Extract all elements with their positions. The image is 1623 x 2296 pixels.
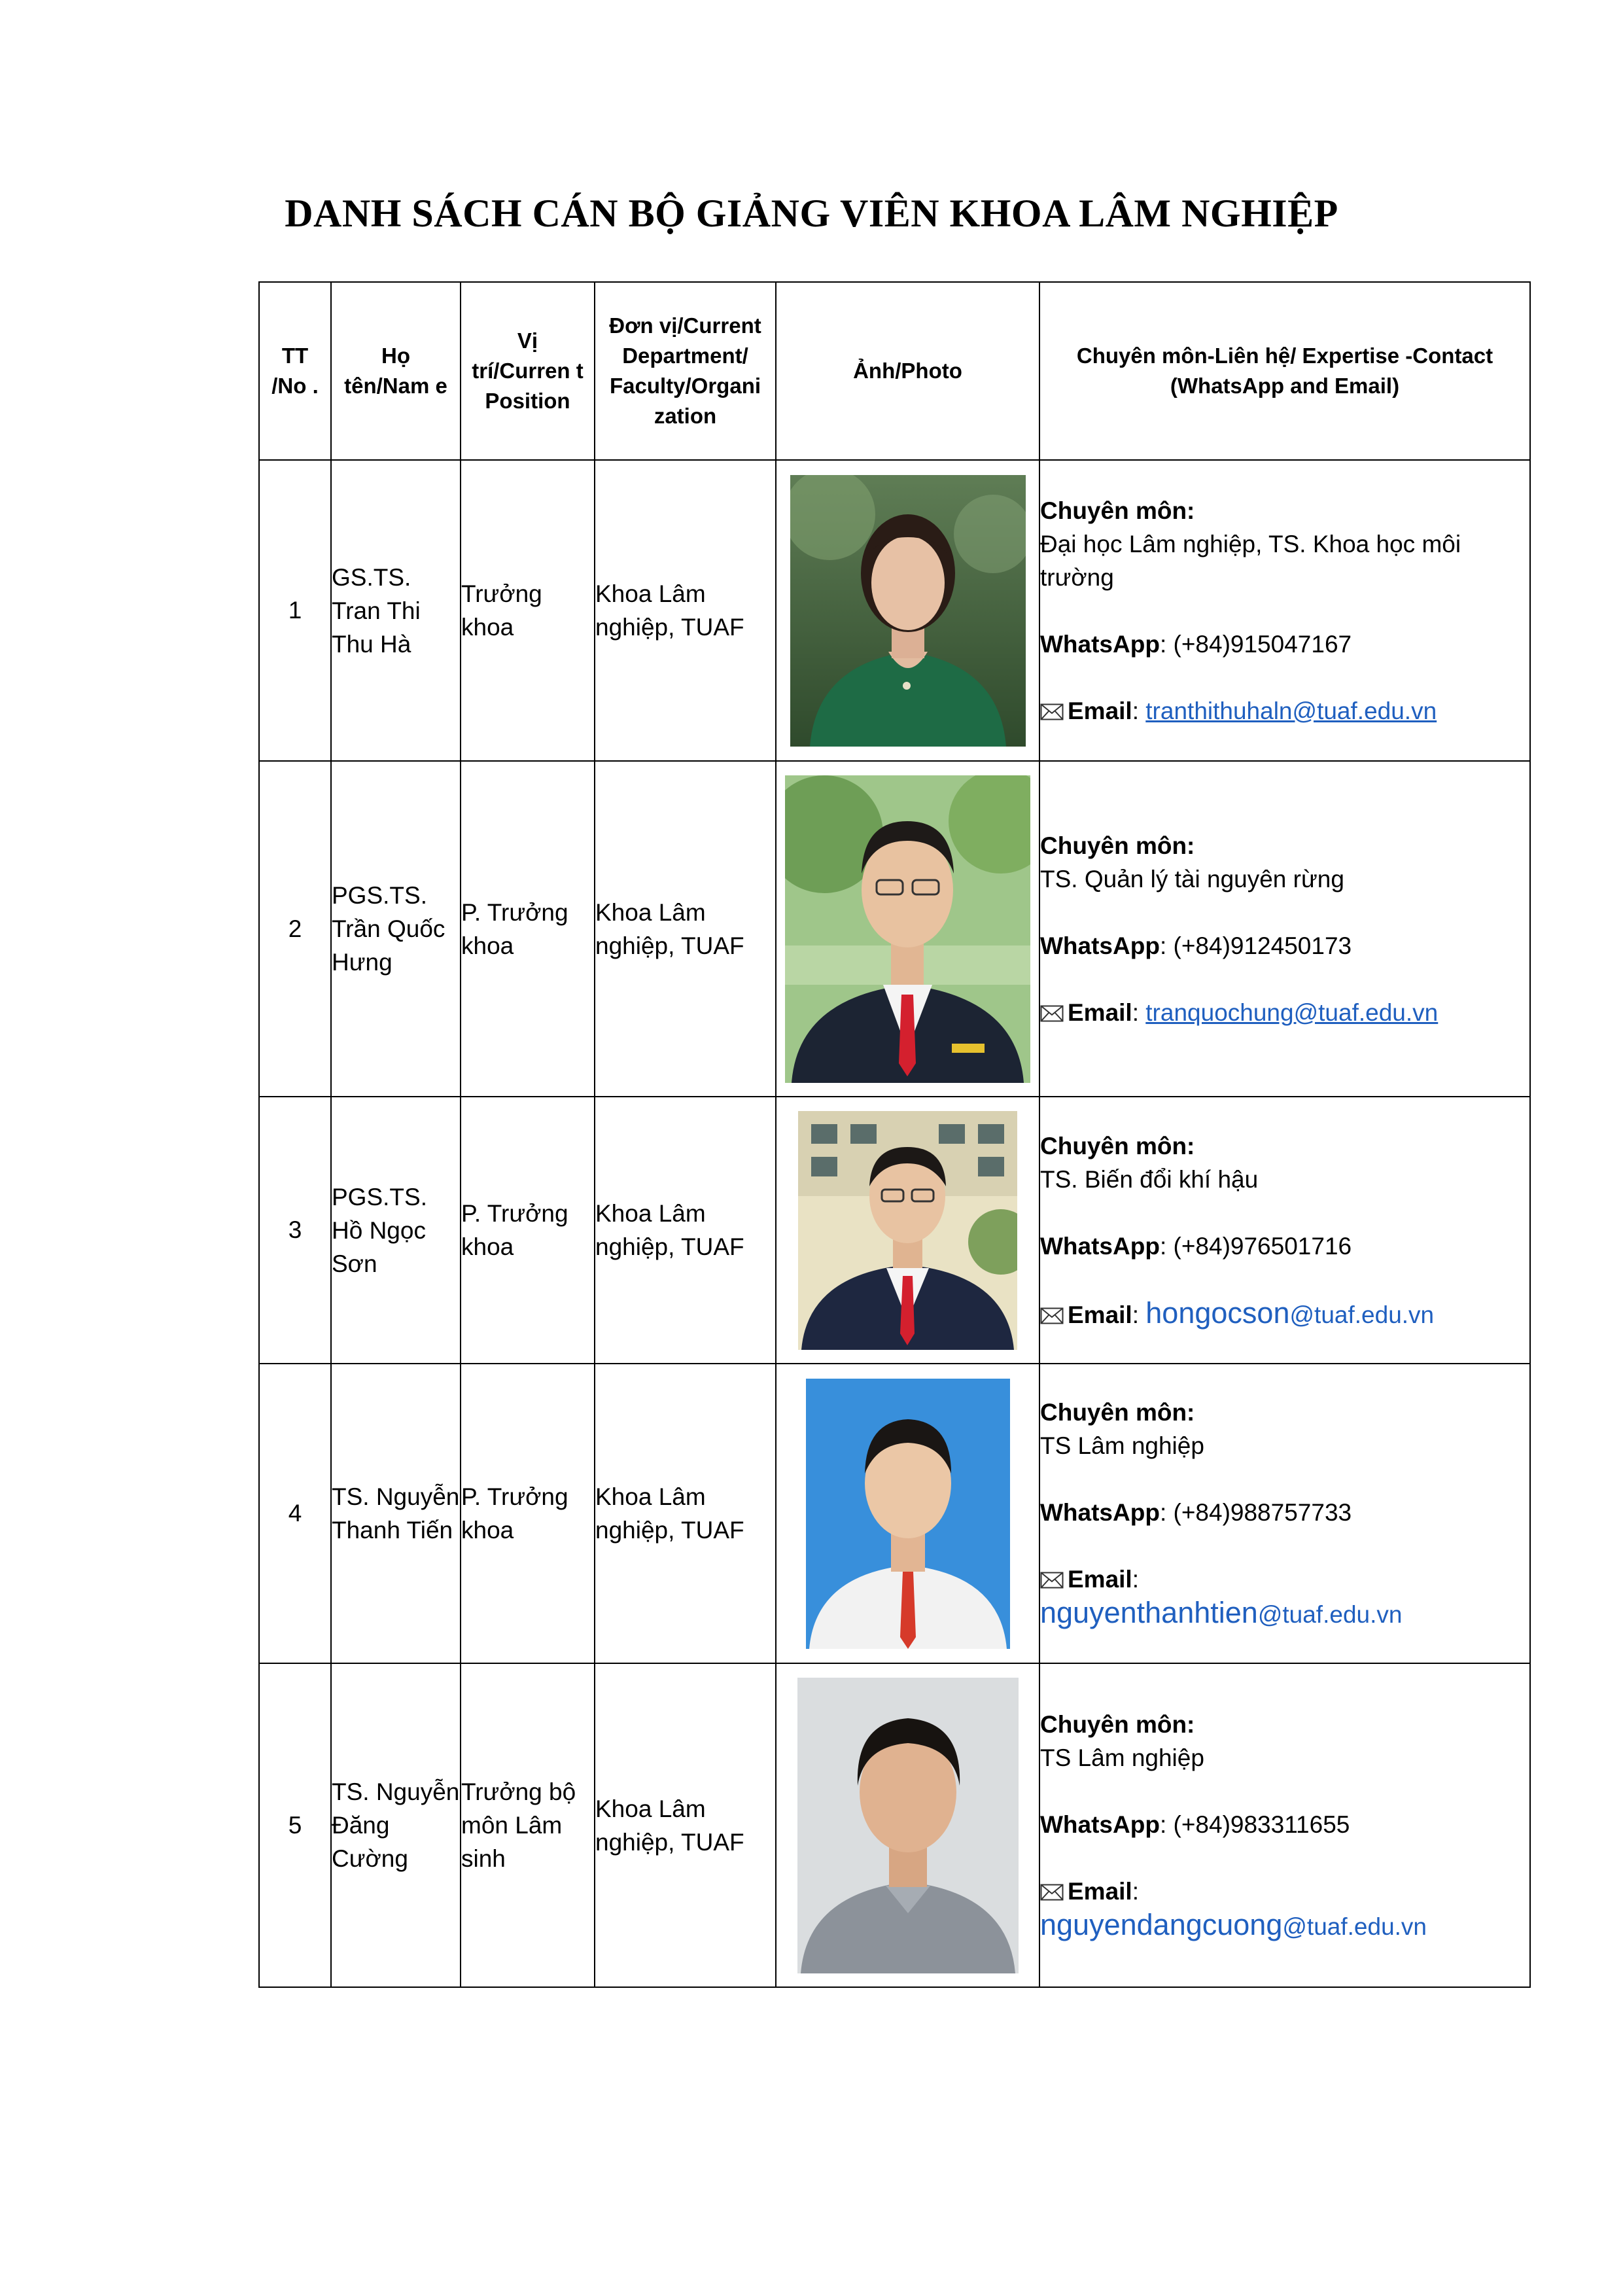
- table-row: [259, 1097, 1530, 1364]
- whatsapp-number: (+84)912450173: [1173, 932, 1352, 959]
- header-contact: Chuyên môn-Liên hệ/ Expertise -Contact (WhatsApp and Email): [1039, 282, 1530, 460]
- staff-photo: [785, 775, 1030, 1083]
- staff-department: Khoa Lâm nghiệp, TUAF: [595, 1663, 776, 1987]
- staff-department: Khoa Lâm nghiệp, TUAF: [595, 460, 776, 761]
- whatsapp-label: WhatsApp: [1040, 1810, 1160, 1838]
- whatsapp-number: (+84)976501716: [1173, 1232, 1352, 1260]
- header-no: TT /No .: [259, 282, 331, 460]
- whatsapp-number: (+84)988757733: [1173, 1499, 1352, 1526]
- table-row: [259, 1364, 1530, 1663]
- email-link[interactable]: hongocson@tuaf.edu.vn: [1145, 1296, 1435, 1330]
- envelope-icon: [1040, 1307, 1064, 1324]
- email-label: Email: [1068, 1877, 1132, 1905]
- contact-cell: Chuyên môn: TS. Quản lý tài nguyên rừng WhatsApp: (+84)912450173 Email: tranquochung@tuaf.edu.vn: [1039, 761, 1530, 1097]
- expertise-label: Chuyên môn:: [1040, 1132, 1195, 1159]
- table-row: [259, 761, 1530, 1097]
- contact-cell: Chuyên môn: TS Lâm nghiệp WhatsApp: (+84)983311655 Email: nguyendangcuong@tuaf.edu.vn: [1039, 1663, 1530, 1987]
- expertise-label: Chuyên môn:: [1040, 1399, 1195, 1426]
- expertise-label: Chuyên môn:: [1040, 1710, 1195, 1738]
- staff-department: Khoa Lâm nghiệp, TUAF: [595, 761, 776, 1097]
- envelope-icon: [1040, 1005, 1064, 1022]
- staff-position: P. Trưởng khoa: [461, 1097, 595, 1364]
- expertise-text: TS. Biến đổi khí hậu: [1040, 1165, 1259, 1193]
- whatsapp-number: (+84)915047167: [1173, 630, 1352, 658]
- row-number: 1: [259, 460, 331, 761]
- header-name: Họ tên/Nam e: [331, 282, 461, 460]
- contact-cell: Chuyên môn: TS Lâm nghiệp WhatsApp: (+84)988757733 Email: nguyenthanhtien@tuaf.edu.vn: [1039, 1364, 1530, 1663]
- email-label: Email: [1068, 1566, 1132, 1593]
- staff-photo: [806, 1379, 1010, 1649]
- expertise-text: TS Lâm nghiệp: [1040, 1432, 1204, 1459]
- row-number: 4: [259, 1364, 331, 1663]
- envelope-icon: [1040, 1572, 1064, 1589]
- row-number: 2: [259, 761, 331, 1097]
- expertise-label: Chuyên môn:: [1040, 497, 1195, 524]
- page-title: DANH SÁCH CÁN BỘ GIẢNG VIÊN KHOA LÂM NGHIỆP: [285, 192, 1338, 235]
- envelope-icon: [1040, 1884, 1064, 1901]
- staff-name: TS. Nguyễn Đăng Cường: [331, 1663, 461, 1987]
- staff-photo: [797, 1678, 1019, 1973]
- email-label: Email: [1068, 1301, 1132, 1328]
- expertise-label: Chuyên môn:: [1040, 832, 1195, 859]
- staff-photo: [798, 1111, 1017, 1350]
- staff-name: PGS.TS. Trần Quốc Hưng: [331, 761, 461, 1097]
- staff-position: P. Trưởng khoa: [461, 761, 595, 1097]
- row-number: 5: [259, 1663, 331, 1987]
- expertise-text: Đại học Lâm nghiệp, TS. Khoa học môi trường: [1040, 530, 1461, 591]
- staff-position: Trưởng khoa: [461, 460, 595, 761]
- email-link[interactable]: tranquochung@tuaf.edu.vn: [1145, 998, 1439, 1026]
- envelope-icon: [1040, 703, 1064, 720]
- email-link[interactable]: nguyenthanhtien@tuaf.edu.vn: [1040, 1596, 1403, 1629]
- whatsapp-number: (+84)983311655: [1173, 1810, 1350, 1838]
- email-label: Email: [1068, 697, 1132, 724]
- expertise-text: TS Lâm nghiệp: [1040, 1744, 1204, 1771]
- contact-cell: Chuyên môn: Đại học Lâm nghiệp, TS. Khoa học môi trường WhatsApp: (+84)915047167 Email: tranthithuhaln@tuaf.edu.vn: [1039, 460, 1530, 761]
- header-position: Vị trí/Curren t Position: [461, 282, 595, 460]
- staff-position: Trưởng bộ môn Lâm sinh: [461, 1663, 595, 1987]
- whatsapp-label: WhatsApp: [1040, 1232, 1160, 1260]
- email-link[interactable]: tranthithuhaln@tuaf.edu.vn: [1145, 697, 1437, 724]
- staff-department: Khoa Lâm nghiệp, TUAF: [595, 1097, 776, 1364]
- contact-cell: Chuyên môn: TS. Biến đổi khí hậu WhatsApp: (+84)976501716 Email: hongocson@tuaf.edu.vn: [1039, 1097, 1530, 1364]
- whatsapp-label: WhatsApp: [1040, 630, 1160, 658]
- whatsapp-label: WhatsApp: [1040, 932, 1160, 959]
- table-header-row: [259, 282, 1530, 460]
- email-label: Email: [1068, 998, 1132, 1026]
- table-row: [259, 1663, 1530, 1987]
- staff-name: GS.TS. Tran Thi Thu Hà: [331, 460, 461, 761]
- staff-table: [258, 281, 1531, 1988]
- staff-photo: [790, 475, 1026, 747]
- row-number: 3: [259, 1097, 331, 1364]
- email-link[interactable]: nguyendangcuong@tuaf.edu.vn: [1040, 1907, 1427, 1941]
- staff-department: Khoa Lâm nghiệp, TUAF: [595, 1364, 776, 1663]
- header-department: Đơn vị/Current Department/ Faculty/Organi zation: [595, 282, 776, 460]
- expertise-text: TS. Quản lý tài nguyên rừng: [1040, 865, 1344, 892]
- table-row: [259, 460, 1530, 761]
- header-photo: Ảnh/Photo: [776, 282, 1039, 460]
- staff-position: P. Trưởng khoa: [461, 1364, 595, 1663]
- staff-name: TS. Nguyễn Thanh Tiến: [331, 1364, 461, 1663]
- staff-name: PGS.TS. Hồ Ngọc Sơn: [331, 1097, 461, 1364]
- whatsapp-label: WhatsApp: [1040, 1499, 1160, 1526]
